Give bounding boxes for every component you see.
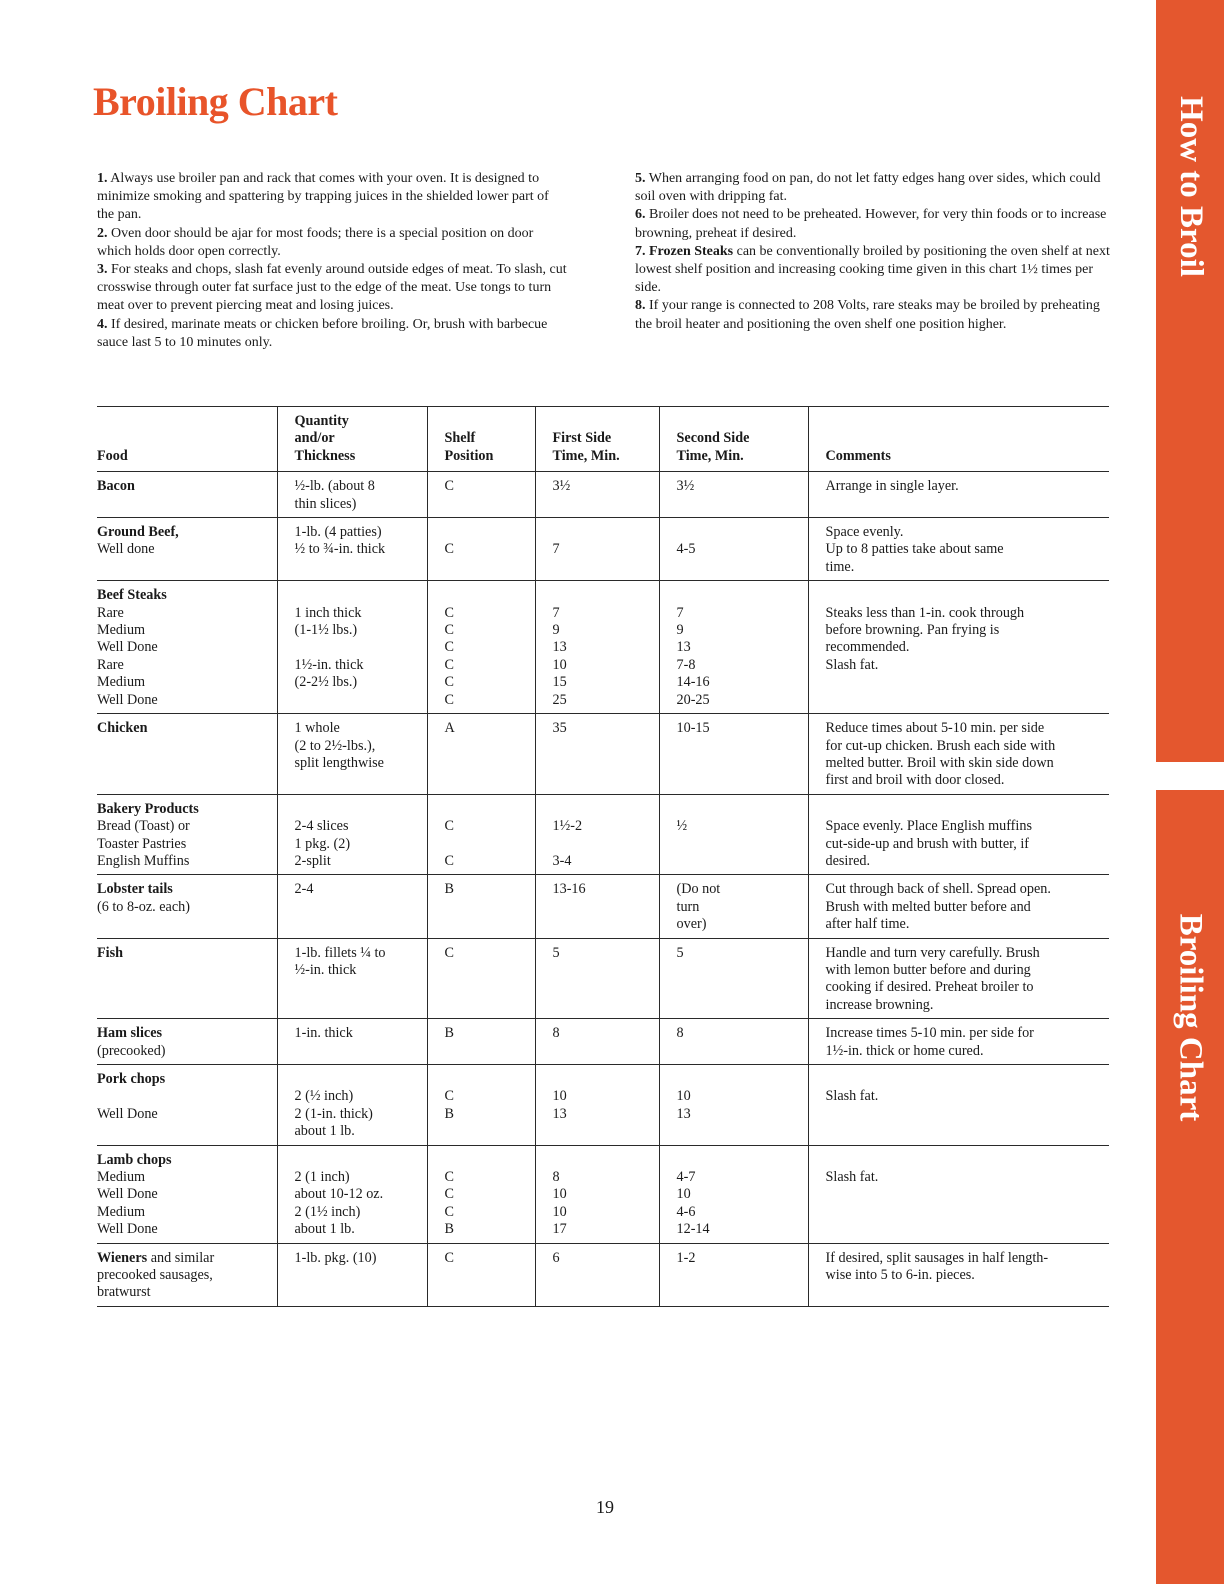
food-name: Pork chops [97, 1071, 166, 1087]
instruction-number: 2. [97, 225, 108, 241]
instruction-item [635, 297, 1115, 333]
instruction-item [97, 261, 567, 316]
shelf-cell: C [427, 938, 535, 1019]
table-row [97, 1243, 1109, 1306]
second-side-time-cell: 10 13 [659, 1065, 808, 1146]
instruction-text: Oven door should be ajar for most foods; there is a special position on door which holds door open correctly. [97, 225, 534, 259]
food-detail: Bread (Toast) or Toaster Pastries English Muffins [97, 818, 190, 869]
instruction-number: 6. [635, 207, 646, 223]
food-name: Beef Steaks [97, 587, 167, 604]
shelf-cell: C C C C C C [427, 581, 535, 714]
comments-cell: Handle and turn very carefully. Brush with lemon butter before and during cooking if desired. Preheat broiler to increase browning. [808, 938, 1109, 1019]
quantity-cell: 1 whole (2 to 2½-lbs.), split lengthwise [277, 714, 427, 795]
table-row [97, 518, 1109, 581]
food-cell [97, 938, 277, 1019]
food-cell [97, 1145, 277, 1243]
first-side-time-cell: 7 9 13 10 15 25 [535, 581, 659, 714]
comments-cell: Space evenly. Place English muffins cut-side-up and brush with butter, if desired. [808, 794, 1109, 875]
quantity-cell: ½-lb. (about 8 thin slices) [277, 472, 427, 518]
side-tab-broiling-chart [1156, 790, 1224, 1584]
quantity-cell: 2-4 slices 1 pkg. (2) 2-split [277, 794, 427, 875]
instruction-text: If your range is connected to 208 Volts, rare steaks may be broiled by preheating the broil heater and positioning the oven shelf one position higher. [635, 298, 1100, 332]
instruction-text: When arranging food on pan, do not let fatty edges hang over sides, which could soil oven with dripping fat. [635, 171, 1101, 205]
food-name: Fish [97, 944, 124, 961]
comments-cell: Reduce times about 5-10 min. per side for cut-up chicken. Brush each side with melted butter. Broil with skin side down first and broil with door closed. [808, 714, 1109, 795]
instruction-item [635, 170, 1115, 206]
instruction-number: 1. [97, 171, 108, 186]
table-row [97, 875, 1109, 938]
shelf-cell: C [427, 518, 535, 581]
second-side-time-cell: ½ [659, 794, 808, 875]
instruction-number: 8. [635, 298, 646, 314]
first-side-time-cell: 10 13 [535, 1065, 659, 1146]
food-name: Wieners [97, 1249, 148, 1266]
shelf-cell: C B [427, 1065, 535, 1146]
table-row [97, 794, 1109, 875]
side-tab-how-to-broil [1156, 0, 1224, 762]
quantity-cell: 2-4 [277, 875, 427, 938]
shelf-cell: B [427, 875, 535, 938]
food-cell [97, 794, 277, 875]
table-row [97, 714, 1109, 795]
header-first-side-time: First Side Time, Min. [535, 407, 659, 472]
food-name: Lobster tails [97, 881, 173, 898]
food-detail: (precooked) [97, 1042, 166, 1059]
instruction-number: 5. [635, 171, 646, 186]
table-header-row [97, 407, 1109, 472]
first-side-time-cell: 35 [535, 714, 659, 795]
shelf-cell: B [427, 1019, 535, 1065]
second-side-time-cell: 10-15 [659, 714, 808, 795]
quantity-cell: 2 (1 inch) about 10-12 oz. 2 (1½ inch) about 1 lb. [277, 1145, 427, 1243]
food-cell [97, 1243, 277, 1306]
food-cell [97, 1065, 277, 1146]
first-side-time-cell: 8 10 10 17 [535, 1145, 659, 1243]
first-side-time-cell: 7 [535, 518, 659, 581]
food-cell [97, 714, 277, 795]
instruction-item [97, 316, 567, 352]
header-second-side-time: Second Side Time, Min. [659, 407, 808, 472]
table-row [97, 1065, 1109, 1146]
comments-cell: Increase times 5-10 min. per side for 1½-in. thick or home cured. [808, 1019, 1109, 1065]
food-detail: Well Done [97, 1105, 158, 1122]
comments-cell: Arrange in single layer. [808, 472, 1109, 518]
page-title: Broiling Chart [93, 79, 338, 124]
food-detail: and similar precooked sausages, bratwurst [97, 1249, 215, 1301]
second-side-time-cell: (Do not turn over) [659, 875, 808, 938]
table-row [97, 1145, 1109, 1243]
instruction-item [635, 243, 1115, 298]
first-side-time-cell: 13-16 [535, 875, 659, 938]
food-name: Bakery Products [97, 800, 199, 817]
shelf-cell: C [427, 1243, 535, 1306]
instruction-text: For steaks and chops, slash fat evenly around outside edges of meat. To slash, cut crosswise through outer fat surface just to the edge of the meat. Use tongs to turn meat over to prevent piercing meat and losing juices. [97, 262, 567, 314]
quantity-cell: 1-lb. pkg. (10) [277, 1243, 427, 1306]
first-side-time-cell: 1½-2 3-4 [535, 794, 659, 875]
quantity-cell: 1 inch thick (1-1½ lbs.) 1½-in. thick (2-2½ lbs.) [277, 581, 427, 714]
food-cell [97, 518, 277, 581]
side-tab-label: How to Broil [1172, 95, 1209, 277]
second-side-time-cell: 1-2 [659, 1243, 808, 1306]
instructions-right [635, 170, 1115, 334]
comments-cell: Space evenly. Up to 8 patties take about same time. [808, 518, 1109, 581]
comments-cell: Cut through back of shell. Spread open. Brush with melted butter before and after half time. [808, 875, 1109, 938]
food-cell [97, 581, 277, 714]
instruction-text: Always use broiler pan and rack that comes with your oven. It is designed to minimize smoking and spattering by trapping juices in the shielded lower part of the pan. [97, 171, 549, 223]
food-detail: Medium Well Done Medium Well Done [97, 1169, 158, 1238]
instruction-item [97, 170, 567, 225]
shelf-cell: C C [427, 794, 535, 875]
instruction-number: 4. [97, 316, 108, 332]
quantity-cell: 1-lb. fillets ¼ to ½-in. thick [277, 938, 427, 1019]
header-shelf-position: Shelf Position [427, 407, 535, 472]
food-cell [97, 1019, 277, 1065]
second-side-time-cell: 5 [659, 938, 808, 1019]
instruction-emphasis: Frozen Steaks [649, 243, 734, 259]
second-side-time-cell: 7 9 13 7-8 14-16 20-25 [659, 581, 808, 714]
comments-cell: If desired, split sausages in half length- wise into 5 to 6-in. pieces. [808, 1243, 1109, 1306]
instruction-text: Broiler does not need to be preheated. However, for very thin foods or to increase browning, preheat if desired. [635, 207, 1107, 241]
quantity-cell: 1-in. thick [277, 1019, 427, 1065]
food-name: Bacon [97, 478, 135, 495]
instruction-text: can be conventionally broiled by positioning the oven shelf at next lowest shelf position and increasing cooking time given in this chart 1½ times per side. [635, 243, 1110, 296]
food-cell [97, 472, 277, 518]
instruction-item [635, 206, 1115, 242]
table-row [97, 1019, 1109, 1065]
side-tab-label: Broiling Chart [1172, 913, 1209, 1121]
comments-cell: Slash fat. [808, 1065, 1109, 1146]
header-quantity: Quantity and/or Thickness [277, 407, 427, 472]
food-name: Ham slices [97, 1025, 163, 1042]
shelf-cell: C [427, 472, 535, 518]
shelf-cell: A [427, 714, 535, 795]
first-side-time-cell: 8 [535, 1019, 659, 1065]
second-side-time-cell: 8 [659, 1019, 808, 1065]
comments-cell: Slash fat. [808, 1145, 1109, 1243]
food-name: Lamb chops [97, 1151, 172, 1168]
quantity-cell: 2 (½ inch) 2 (1-in. thick) about 1 lb. [277, 1065, 427, 1146]
page-number: 19 [596, 1497, 614, 1517]
food-name: Chicken [97, 720, 148, 737]
food-detail: (6 to 8-oz. each) [97, 898, 190, 915]
second-side-time-cell: 4-5 [659, 518, 808, 581]
header-food: Food [97, 407, 277, 472]
first-side-time-cell: 5 [535, 938, 659, 1019]
second-side-time-cell: 3½ [659, 472, 808, 518]
instruction-text: If desired, marinate meats or chicken before broiling. Or, brush with barbecue sauce last 5 to 10 minutes only. [97, 316, 548, 350]
table-row [97, 938, 1109, 1019]
table-row [97, 581, 1109, 714]
food-detail: Well done [97, 541, 155, 558]
shelf-cell: C C C B [427, 1145, 535, 1243]
table-row [97, 472, 1109, 518]
food-name: Ground Beef, [97, 524, 179, 541]
first-side-time-cell: 3½ [535, 472, 659, 518]
food-detail: Rare Medium Well Done Rare Medium Well Done [97, 604, 158, 708]
comments-cell: Steaks less than 1-in. cook through before browning. Pan frying is recommended. Slash fat. [808, 581, 1109, 714]
instruction-item [97, 225, 567, 261]
instructions-left [97, 170, 567, 352]
instruction-number: 7. [635, 243, 646, 259]
broiling-chart-table [97, 406, 1109, 1307]
instruction-number: 3. [97, 262, 108, 278]
side-tab-divider [1156, 762, 1224, 790]
second-side-time-cell: 4-7 10 4-6 12-14 [659, 1145, 808, 1243]
first-side-time-cell: 6 [535, 1243, 659, 1306]
food-cell [97, 875, 277, 938]
header-comments: Comments [808, 407, 1109, 472]
quantity-cell: 1-lb. (4 patties) ½ to ¾-in. thick [277, 518, 427, 581]
